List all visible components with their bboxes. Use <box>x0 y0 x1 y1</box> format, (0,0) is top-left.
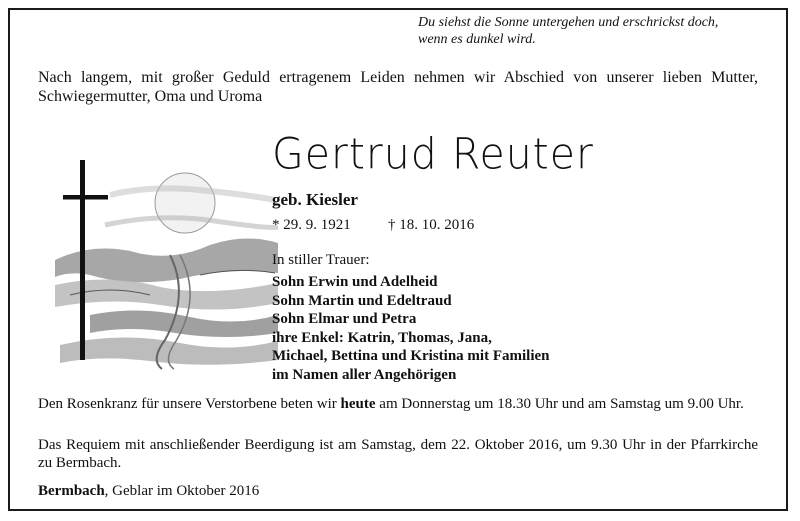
rosary-text-end: am Donnerstag um 18.30 Uhr und am Samstag um 9.00 Uhr. <box>375 396 744 412</box>
quote-line-1: Du siehst die Sonne untergehen und erschrickst doch, <box>418 15 719 30</box>
death-date: † 18. 10. 2016 <box>388 217 475 233</box>
birth-date: * 29. 9. 1921 <box>272 217 351 233</box>
cross-and-landscape-illustration <box>50 155 280 370</box>
quote-line-2: wenn es dunkel wird. <box>418 32 536 47</box>
place-date-line <box>38 482 758 500</box>
mourner-line: Sohn Martin und Edeltraud <box>272 292 452 309</box>
intro-text: Nach langem, mit großer Geduld ertragenem Leiden nehmen wir Abschied von unserer lieben Mutter, Schwiegermutter, Oma und Uroma <box>38 69 758 105</box>
mourner-line: ihre Enkel: Katrin, Thomas, Jana, <box>272 329 492 346</box>
mourner-line: Sohn Erwin und Adelheid <box>272 274 438 290</box>
mourner-line: im Namen aller Angehörigen <box>272 366 457 383</box>
rosary-text-start: Den Rosenkranz für unsere Verstorbene beten wir <box>38 396 341 412</box>
landscape-sketch <box>55 173 278 369</box>
mourner-line: Michael, Bettina und Kristina mit Familien <box>272 348 550 364</box>
mourner-line: Sohn Elmar und Petra <box>272 311 417 327</box>
quote <box>418 14 768 48</box>
rosary-text <box>38 395 758 413</box>
requiem-text: Das Requiem mit anschließender Beerdigung ist am Samstag, dem 22. Oktober 2016, um 9.30 Uhr in der Pfarrkirche zu Bermbach. <box>38 437 758 471</box>
life-dates <box>272 217 474 234</box>
place-date-rest: , Geblar im Oktober 2016 <box>104 483 260 499</box>
rosary-emphasis: heute <box>340 396 376 412</box>
deceased-name: Gertrud Reuter <box>272 128 594 180</box>
mourning-label: In stiller Trauer: <box>272 252 370 268</box>
place-name: Bermbach <box>38 483 105 499</box>
birth-name: geb. Kiesler <box>272 190 358 209</box>
mourners-list <box>272 273 550 384</box>
